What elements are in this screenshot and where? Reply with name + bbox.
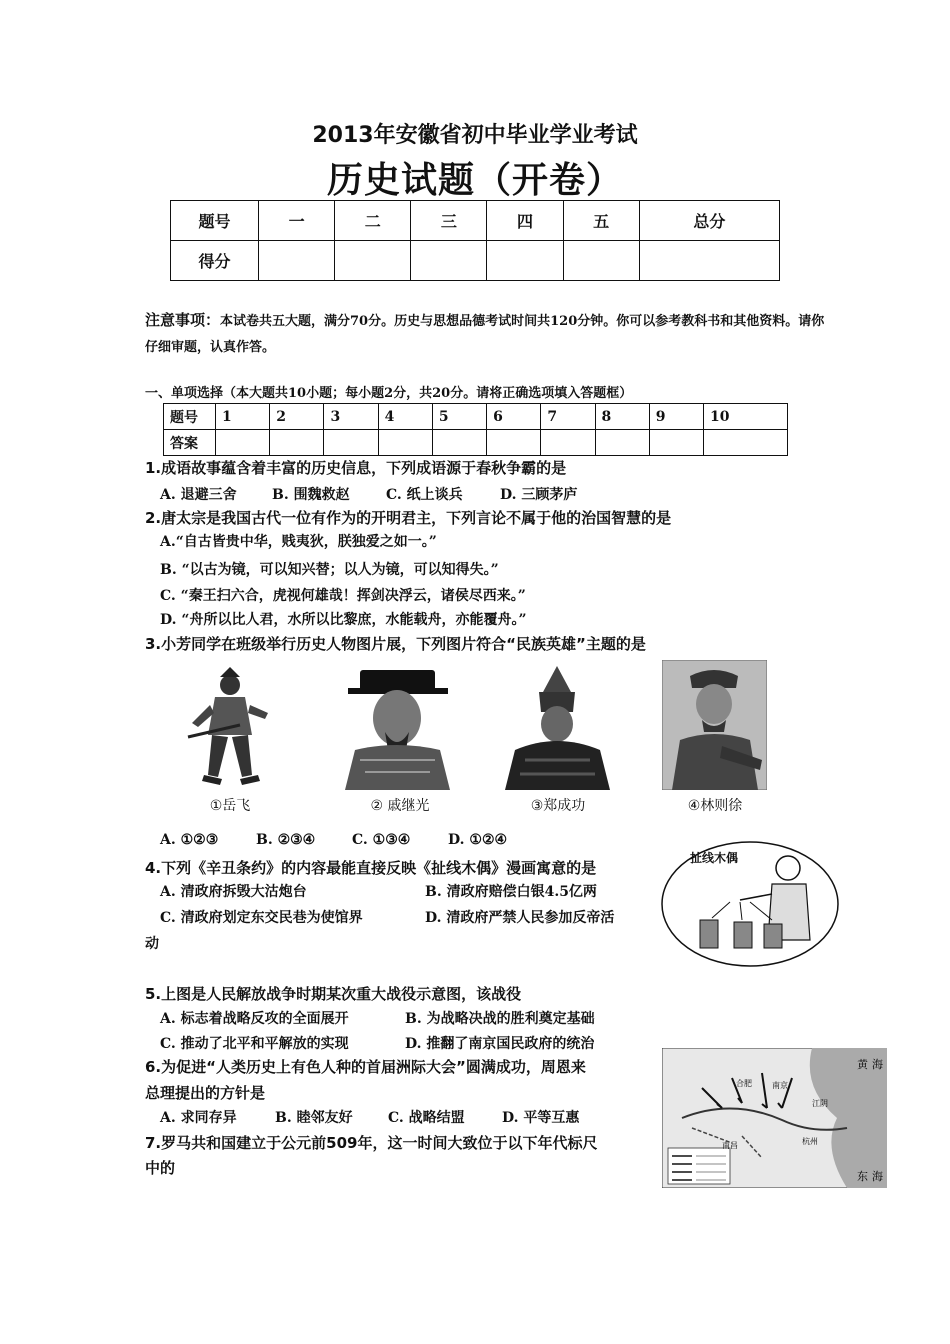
- score-cell: 总分: [639, 201, 779, 241]
- q6-option-d[interactable]: D. 平等互惠: [502, 1110, 580, 1126]
- notice: [145, 307, 825, 361]
- caption-yue-fei: ①岳飞: [209, 798, 251, 814]
- map-label-nanchang: 南昌: [722, 1141, 738, 1150]
- answer-header-cell: 9: [649, 404, 703, 430]
- score-cell: 题号: [171, 201, 259, 241]
- score-cell: 二: [335, 201, 411, 241]
- answer-header-cell: 8: [595, 404, 649, 430]
- answer-cell[interactable]: [432, 430, 486, 456]
- q1-option-a[interactable]: A. 退避三舍: [160, 487, 237, 503]
- q2-option-d[interactable]: D. “舟所以比人君，水所以比黎庶，水能载舟，亦能覆舟。”: [160, 612, 527, 628]
- q2-option-a[interactable]: A.“自古皆贵中华，贱夷狄，朕独爱之如一。”: [160, 534, 437, 550]
- q1-option-d[interactable]: D. 三顾茅庐: [500, 487, 578, 503]
- q1-option-b[interactable]: B. 围魏救赵: [272, 487, 350, 503]
- map-label-hai1: 海: [872, 1058, 883, 1071]
- map-label-huang: 黄: [857, 1058, 868, 1071]
- score-cell: 得分: [171, 241, 259, 281]
- score-cell-blank[interactable]: [335, 241, 411, 281]
- answer-cell[interactable]: [595, 430, 649, 456]
- question-7-stem-line1: 7.罗马共和国建立于公元前509年，这一时间大致位于以下年代标尺: [145, 1134, 598, 1152]
- zheng-chenggong-picture: [505, 662, 610, 790]
- q1-option-c[interactable]: C. 纸上谈兵: [386, 487, 463, 503]
- notice-label: 注意事项：: [145, 311, 221, 329]
- q4-option-d[interactable]: D. 清政府严禁人民参加反帝活: [425, 910, 615, 926]
- puppet-cartoon: [660, 840, 840, 968]
- answer-header-cell: 题号: [164, 404, 216, 430]
- caption-zheng-chenggong: ③郑成功: [530, 798, 586, 814]
- question-2-stem: 2.唐太宗是我国古代一位有作为的开明君主，下列言论不属于他的治国智慧的是: [145, 509, 672, 527]
- q2-option-b[interactable]: B. “以古为镜，可以知兴替；以人为镜，可以知得失。”: [160, 562, 499, 578]
- score-cell: 五: [563, 201, 639, 241]
- score-cell: 一: [259, 201, 335, 241]
- q3-option-b[interactable]: B. ②③④: [256, 832, 316, 848]
- section-1-title: 一、单项选择（本大题共10小题；每小题2分，共20分。请将正确选项填入答题框）: [145, 386, 633, 401]
- map-label-jiangyin: 江阴: [812, 1099, 828, 1108]
- map-label-nanjing: 南京: [772, 1081, 788, 1090]
- answer-cell[interactable]: [378, 430, 432, 456]
- answer-header-cell: 6: [487, 404, 541, 430]
- score-cell: 四: [487, 201, 563, 241]
- question-6-stem-line1: 6.为促进“人类历史上有色人种的首届洲际大会”圆满成功，周恩来: [145, 1058, 586, 1076]
- q6-option-a[interactable]: A. 求同存异: [160, 1110, 237, 1126]
- q3-option-c[interactable]: C. ①③④: [352, 832, 411, 848]
- q5-option-b[interactable]: B. 为战略决战的胜利奠定基础: [405, 1011, 595, 1027]
- q2-option-c[interactable]: C. “秦王扫六合，虎视何雄哉！挥剑决浮云，诸侯尽西来。”: [160, 588, 526, 604]
- score-cell-blank[interactable]: [259, 241, 335, 281]
- question-7-stem-line2: 中的: [145, 1159, 176, 1177]
- cartoon-title: 扯线木偶: [690, 851, 739, 865]
- exam-title: 2013年安徽省初中毕业学业考试: [312, 123, 638, 148]
- qi-jiguang-picture: [340, 660, 455, 790]
- answer-cell[interactable]: [216, 430, 270, 456]
- q4-option-d-continuation: 动: [145, 936, 159, 952]
- answer-header-cell: 7: [541, 404, 595, 430]
- score-cell: 三: [411, 201, 487, 241]
- question-5-stem: 5.上图是人民解放战争时期某次重大战役示意图，该战役: [145, 985, 522, 1003]
- answer-cell[interactable]: [270, 430, 324, 456]
- question-1-stem: 1.成语故事蕴含着丰富的历史信息，下列成语源于春秋争霸的是: [145, 459, 567, 477]
- q4-option-b[interactable]: B. 清政府赔偿白银4.5亿两: [425, 884, 597, 900]
- answer-cell[interactable]: [703, 430, 787, 456]
- answer-header-row: [164, 404, 788, 430]
- map-label-hefei: 合肥: [736, 1079, 752, 1088]
- q5-option-d[interactable]: D. 推翻了南京国民政府的统治: [405, 1036, 595, 1052]
- answer-table: [163, 403, 788, 456]
- q3-option-d[interactable]: D. ①②④: [448, 832, 508, 848]
- answer-header-cell: 1: [216, 404, 270, 430]
- q5-option-c[interactable]: C. 推动了北平和平解放的实现: [160, 1036, 349, 1052]
- score-cell-blank[interactable]: [411, 241, 487, 281]
- map-label-dong: 东: [857, 1170, 868, 1183]
- question-6-stem-line2: 总理提出的方针是: [145, 1084, 266, 1102]
- answer-header-cell: 3: [324, 404, 378, 430]
- score-table-score-row: [171, 241, 780, 281]
- notice-text: 本试卷共五大题，满分70分。历史与思想品德考试时间共120分钟。你可以参考教科书和其他资料。请你仔细审题，认真作答。: [145, 314, 825, 355]
- map-label-hangzhou: 杭州: [802, 1137, 818, 1146]
- q4-option-a[interactable]: A. 清政府拆毁大沽炮台: [160, 884, 307, 900]
- caption-qi-jiguang: ② 戚继光: [370, 798, 430, 814]
- answer-row-label: 答案: [164, 430, 216, 456]
- q6-option-c[interactable]: C. 战略结盟: [388, 1110, 465, 1126]
- answer-row: [164, 430, 788, 456]
- q5-option-a[interactable]: A. 标志着战略反攻的全面展开: [160, 1011, 349, 1027]
- campaign-map: [662, 1048, 887, 1188]
- score-cell-blank[interactable]: [487, 241, 563, 281]
- lin-zexu-picture: [662, 660, 767, 790]
- q4-option-c[interactable]: C. 清政府划定东交民巷为使馆界: [160, 910, 363, 926]
- score-table-header-row: [171, 201, 780, 241]
- score-table: [170, 200, 780, 281]
- question-3-stem: 3.小芳同学在班级举行历史人物图片展，下列图片符合“民族英雄”主题的是: [145, 635, 646, 653]
- answer-cell[interactable]: [649, 430, 703, 456]
- answer-cell[interactable]: [541, 430, 595, 456]
- answer-header-cell: 2: [270, 404, 324, 430]
- answer-header-cell: 4: [378, 404, 432, 430]
- question-4-stem: 4.下列《辛丑条约》的内容最能直接反映《扯线木偶》漫画寓意的是: [145, 859, 597, 877]
- caption-lin-zexu: ④林则徐: [687, 798, 743, 814]
- score-cell-blank[interactable]: [639, 241, 779, 281]
- answer-cell[interactable]: [324, 430, 378, 456]
- score-cell-blank[interactable]: [563, 241, 639, 281]
- q3-option-a[interactable]: A. ①②③: [160, 832, 219, 848]
- q6-option-b[interactable]: B. 睦邻友好: [275, 1110, 353, 1126]
- answer-cell[interactable]: [487, 430, 541, 456]
- map-label-hai2: 海: [872, 1170, 883, 1183]
- exam-subtitle: 历史试题（开卷）: [326, 160, 623, 201]
- yue-fei-picture: [180, 665, 280, 790]
- answer-header-cell: 10: [703, 404, 787, 430]
- answer-header-cell: 5: [432, 404, 486, 430]
